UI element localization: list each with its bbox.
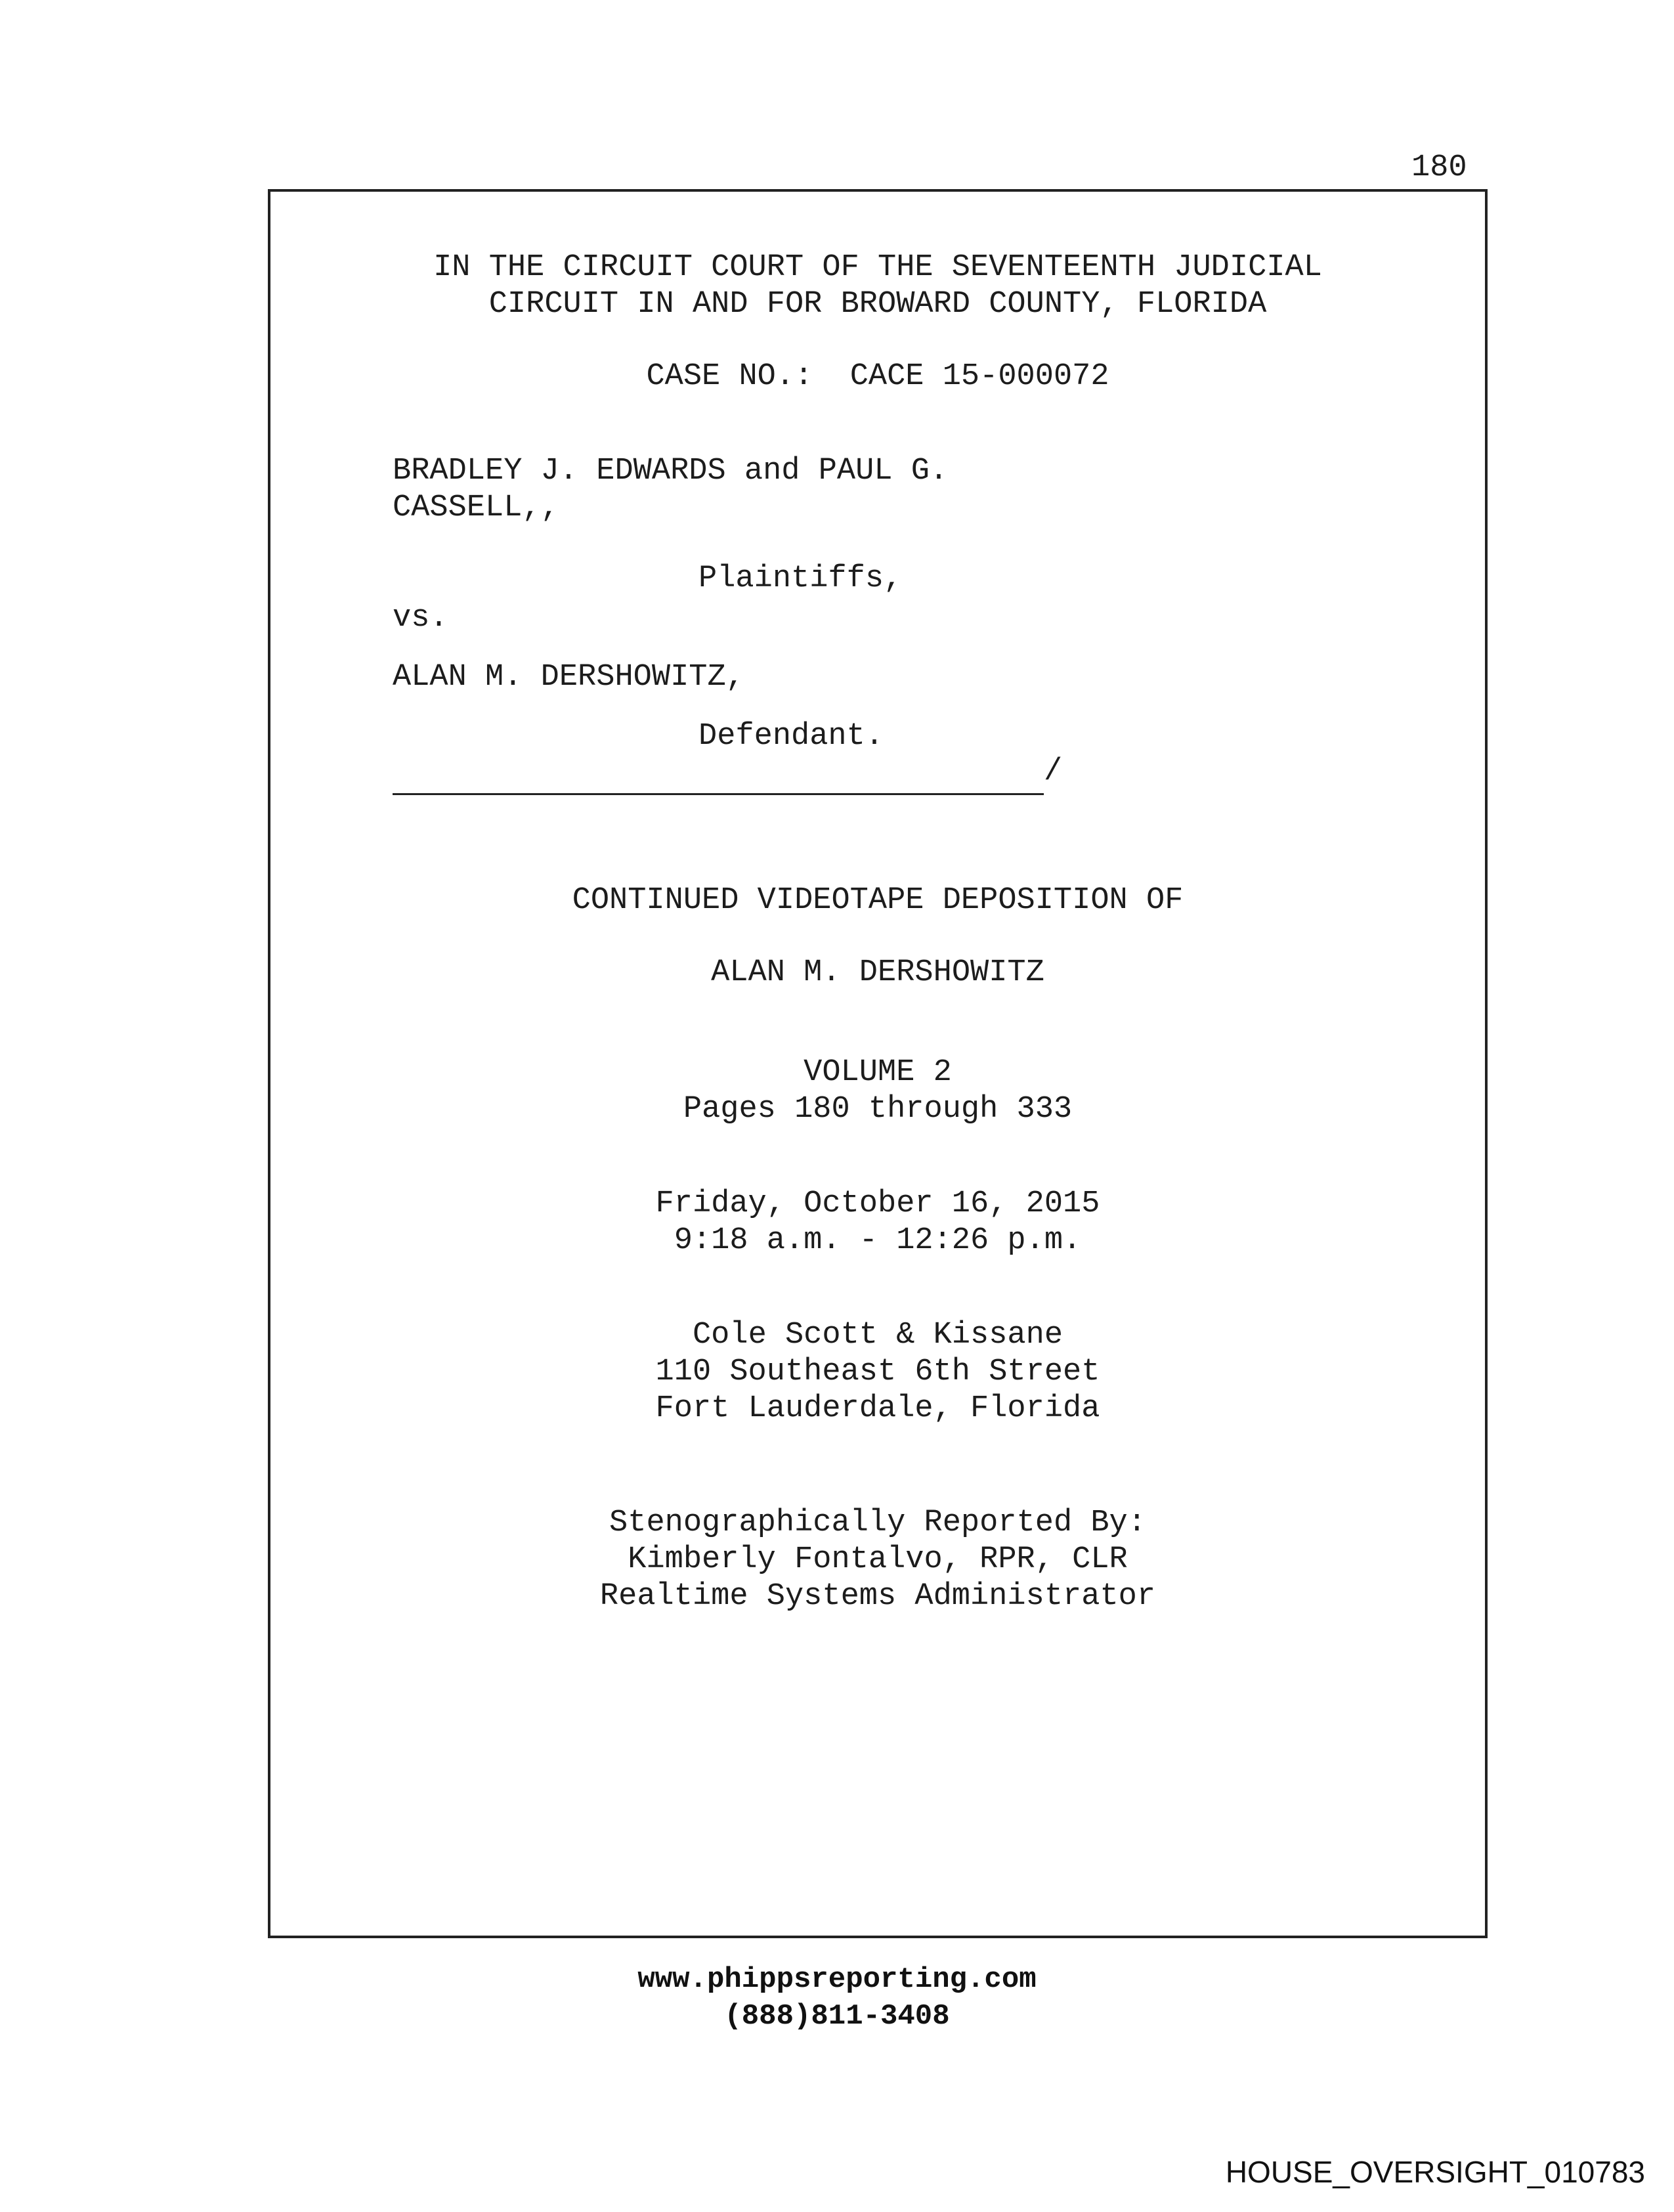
- deposition-time: 9:18 a.m. - 12:26 p.m.: [674, 1223, 1082, 1258]
- deposition-date: Friday, October 16, 2015: [655, 1186, 1100, 1221]
- defendant-role: Defendant.: [698, 719, 884, 754]
- reporter-line-3: Realtime Systems Administrator: [599, 1579, 1156, 1614]
- deposition-title-line-2: ALAN M. DERSHOWITZ: [711, 955, 1044, 990]
- transcript-cover-frame: [268, 189, 1488, 1938]
- deposition-title-line-1: CONTINUED VIDEOTAPE DEPOSITION OF: [572, 883, 1184, 918]
- footer-website: www.phippsreporting.com: [637, 1963, 1037, 1996]
- volume-label: VOLUME 2: [804, 1055, 952, 1090]
- volume-pages: Pages 180 through 333: [683, 1092, 1073, 1127]
- case-number: CASE NO.: CACE 15-000072: [646, 359, 1109, 394]
- bates-number: HOUSE_OVERSIGHT_010783: [1225, 2155, 1645, 2189]
- caption-divider-line: [393, 793, 1044, 795]
- reporter-line-1: Stenographically Reported By:: [609, 1506, 1146, 1540]
- footer-phone: (888)811-3408: [724, 2000, 950, 2033]
- plaintiffs-role: Plaintiffs,: [698, 561, 903, 596]
- caption-divider-slash: /: [1044, 754, 1063, 789]
- location-line-3: Fort Lauderdale, Florida: [655, 1391, 1100, 1426]
- reporter-line-2: Kimberly Fontalvo, RPR, CLR: [628, 1542, 1128, 1577]
- defendant-name: ALAN M. DERSHOWITZ,: [393, 660, 744, 695]
- plaintiffs-name-line-1: BRADLEY J. EDWARDS and PAUL G.: [393, 454, 949, 488]
- location-line-1: Cole Scott & Kissane: [692, 1318, 1063, 1353]
- court-line-1: IN THE CIRCUIT COURT OF THE SEVENTEENTH JUDICIAL: [433, 250, 1322, 285]
- court-line-2: CIRCUIT IN AND FOR BROWARD COUNTY, FLORIDA: [488, 287, 1267, 322]
- page-number: 180: [1411, 150, 1467, 185]
- versus-label: vs.: [393, 601, 448, 636]
- plaintiffs-name-line-2: CASSELL,,: [393, 490, 559, 525]
- location-line-2: 110 Southeast 6th Street: [655, 1355, 1100, 1389]
